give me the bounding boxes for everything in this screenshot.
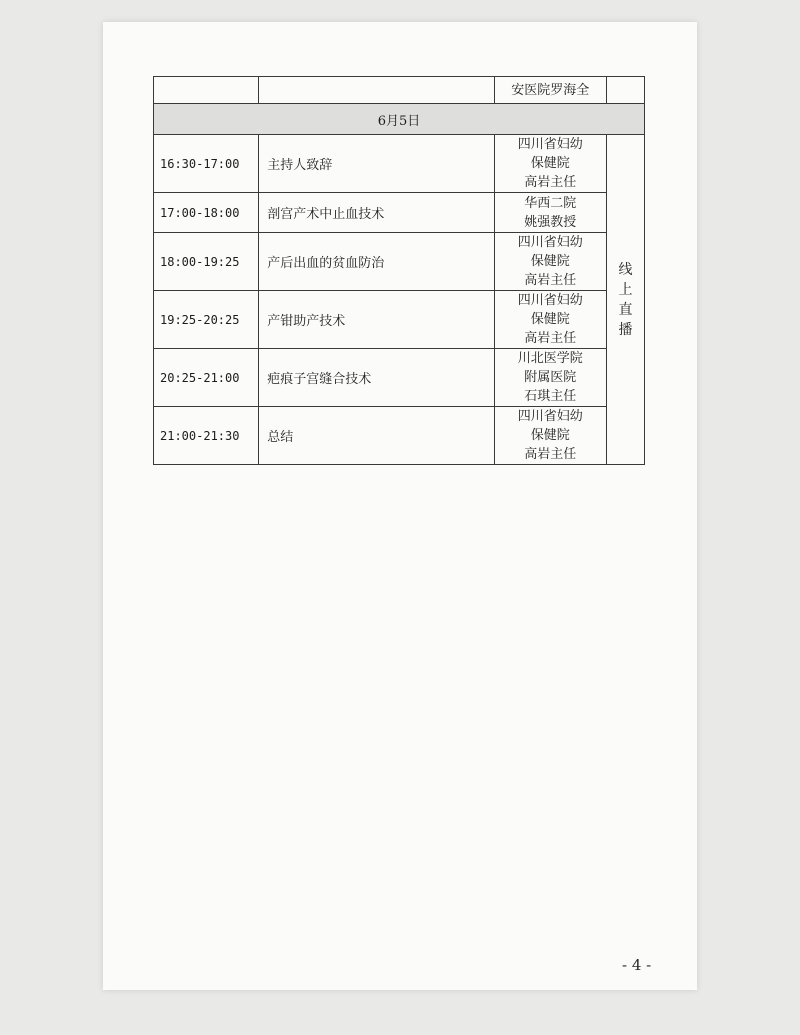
page-number: - 4 -	[622, 956, 652, 974]
method-char: 上	[618, 281, 633, 298]
table-row	[154, 77, 645, 104]
time-cell: 18:00-19:25	[154, 233, 259, 291]
topic-cell: 主持人致辞	[259, 135, 494, 193]
speaker-line: 华西二院	[524, 195, 577, 211]
schedule-table	[153, 76, 645, 465]
method-char: 播	[618, 321, 633, 338]
speaker-line: 保健院	[530, 428, 570, 443]
table-row	[154, 349, 645, 407]
topic-cell: 产后出血的贫血防治	[259, 233, 494, 291]
speaker-line: 保健院	[530, 156, 570, 171]
speaker-cell	[494, 407, 606, 465]
date-header: 6月5日	[154, 104, 645, 135]
speaker-line: 高岩主任	[524, 331, 577, 346]
speaker-line: 川北医学院	[517, 351, 583, 366]
time-cell	[154, 77, 259, 104]
topic-cell: 疤痕子宫缝合技术	[259, 349, 494, 407]
table-row	[154, 135, 645, 193]
topic-cell	[259, 77, 494, 104]
topic-cell: 剖宫产术中止血技术	[259, 193, 494, 233]
time-cell: 21:00-21:30	[154, 407, 259, 465]
method-cell	[606, 77, 644, 104]
table-row	[154, 407, 645, 465]
speaker-line: 保健院	[530, 312, 570, 327]
time-cell: 17:00-18:00	[154, 193, 259, 233]
method-char: 直	[618, 301, 633, 318]
topic-cell: 总结	[259, 407, 494, 465]
speaker-cell	[494, 291, 606, 349]
speaker-line: 保健院	[530, 254, 570, 269]
speaker-line: 四川省妇幼	[517, 235, 583, 250]
table-row	[154, 291, 645, 349]
speaker-line: 四川省妇幼	[517, 293, 583, 308]
speaker-line: 高岩主任	[524, 447, 577, 462]
speaker-cell	[494, 135, 606, 193]
table-row	[154, 193, 645, 233]
time-cell: 20:25-21:00	[154, 349, 259, 407]
speaker-line: 姚强教授	[524, 214, 577, 230]
speaker-cell: 安医院罗海全	[494, 77, 606, 104]
speaker-line: 高岩主任	[524, 175, 577, 190]
speaker-line: 石琪主任	[524, 389, 577, 404]
speaker-cell	[494, 193, 606, 233]
date-header-row	[154, 104, 645, 135]
table-row	[154, 233, 645, 291]
speaker-line: 四川省妇幼	[517, 137, 583, 152]
speaker-line: 附属医院	[524, 370, 577, 385]
topic-cell: 产钳助产技术	[259, 291, 494, 349]
broadcast-method-cell	[606, 135, 644, 465]
time-cell: 16:30-17:00	[154, 135, 259, 193]
speaker-cell	[494, 349, 606, 407]
time-cell: 19:25-20:25	[154, 291, 259, 349]
method-char: 线	[618, 261, 633, 278]
speaker-cell	[494, 233, 606, 291]
speaker-line: 四川省妇幼	[517, 409, 583, 424]
speaker-line: 高岩主任	[524, 273, 577, 288]
